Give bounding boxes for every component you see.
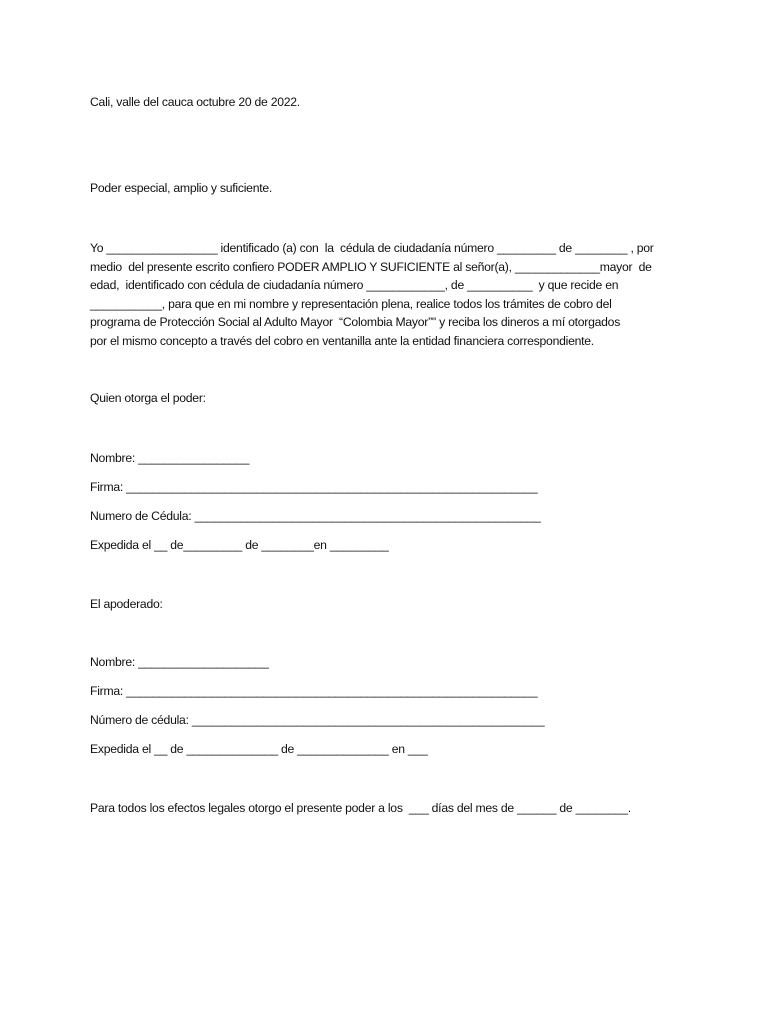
body-line: por el mismo concepto a través del cobro en ventanilla ante la entidad financiera correspondiente. [90,333,594,348]
attorney-heading: El apoderado: [90,597,163,611]
body-line: Yo _________________ identificado (a) con la cédula de ciudadanía número _________ de ________ , por [90,241,654,255]
grantor-name-field: Nombre: _________________ [90,451,250,465]
attorney-id-field: Número de cédula: ______________________________________________________ [90,713,545,727]
body-paragraph [90,239,680,350]
closing-statement: Para todos los efectos legales otorgo el presente poder a los ___ días del mes de ______ de ________. [90,801,631,815]
grantor-id-field: Numero de Cédula: _____________________________________________________ [90,509,541,523]
attorney-signature-field: Firma: _______________________________________________________________ [90,684,538,698]
body-line: medio del presente escrito confiero PODER AMPLIO Y SUFICIENTE al señor(a), _____________mayor de [90,259,652,274]
attorney-name-field: Nombre: ____________________ [90,655,269,669]
place-date: Cali, valle del cauca octubre 20 de 2022. [90,95,300,109]
grantor-issued-field: Expedida el __ de_________ de ________en _________ [90,538,389,552]
body-line: edad, identificado con cédula de ciudadanía número ____________, de __________ y que recide en [90,278,619,292]
grantor-heading: Quien otorga el poder: [90,391,206,405]
body-line: ___________, para que en mi nombre y representación plena, realice todos los trámites de cobro del [90,296,612,311]
attorney-issued-field: Expedida el __ de ______________ de ______________ en ___ [90,742,428,756]
document-title: Poder especial, amplio y suficiente. [90,181,273,195]
body-line: programa de Protección Social al Adulto Mayor “Colombia Mayor”" y reciba los dineros a mí otorgados [90,315,621,329]
grantor-signature-field: Firma: _______________________________________________________________ [90,480,538,494]
